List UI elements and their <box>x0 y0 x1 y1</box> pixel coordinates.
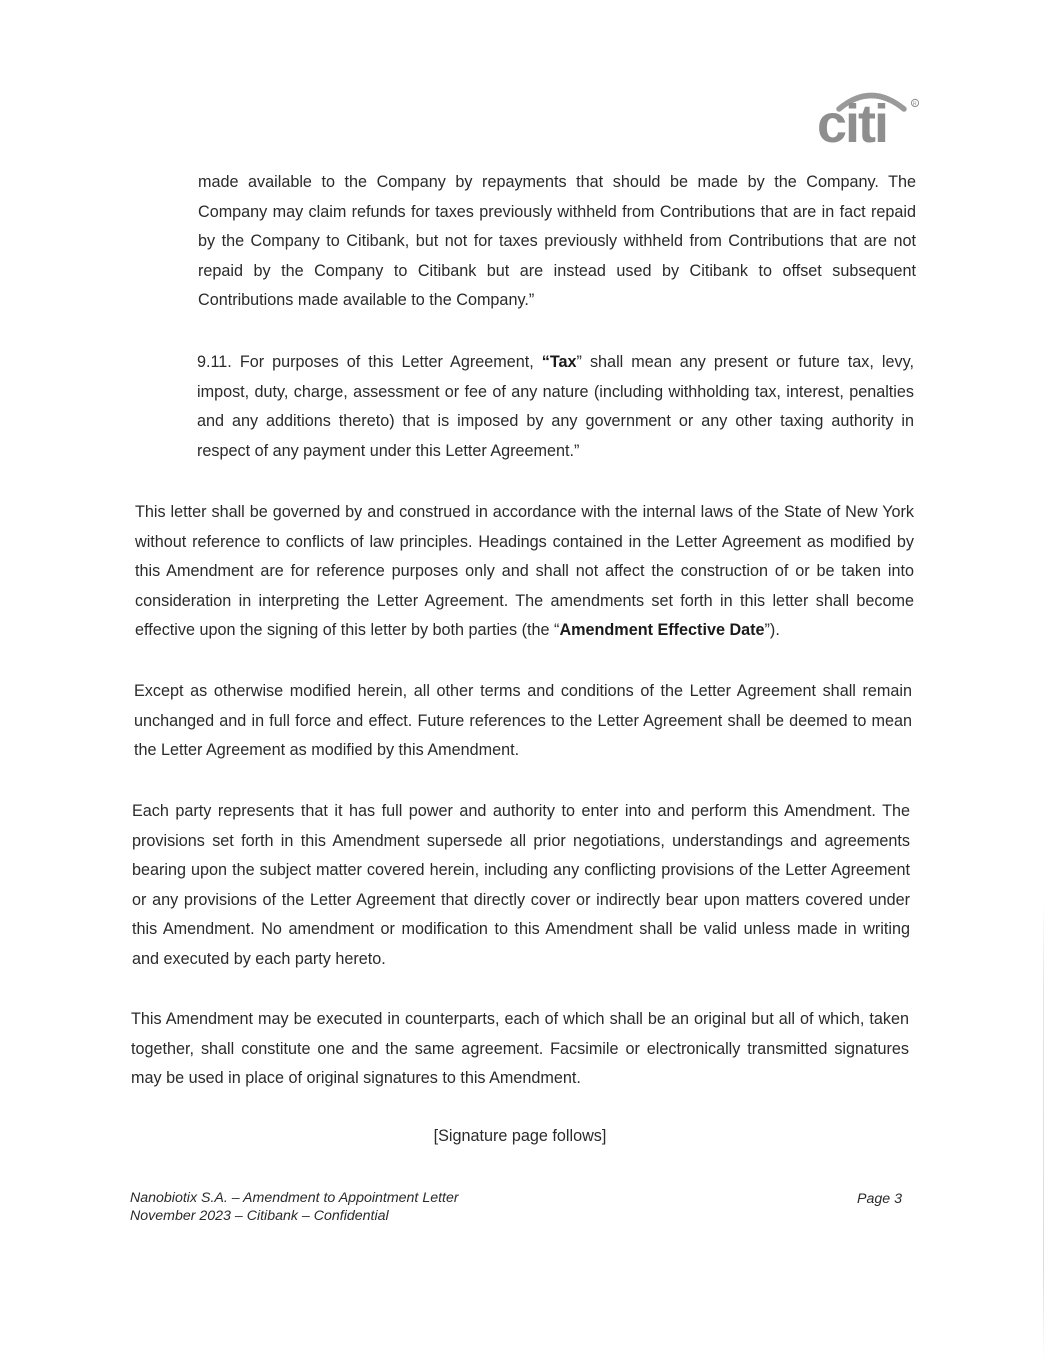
paragraph-governing-law <box>135 498 914 646</box>
governing-law-text: This letter shall be governed by and construed in accordance with the internal laws of the State of New York without reference to conflicts of law principles. Headings contained in the Letter Agreement as modified by this Amendment are for reference purposes only and shall not affect the construction of or be taken into consideration in interpreting the Letter Agreement. The amendments set forth in this letter shall become effective upon the signing of this letter by both parties (the “ <box>135 503 914 640</box>
amendment-effective-date-term: Amendment Effective Date <box>559 621 765 640</box>
citi-logo-text: citi <box>817 94 888 152</box>
signature-page-note: [Signature page follows] <box>433 1127 607 1145</box>
paragraph-counterparts: This Amendment may be executed in counterparts, each of which shall be an original but all of which, taken together, shall constitute one and the same agreement. Facsimile or electronically transmitted signatures may be used in place of original signatures to this Amendment. <box>131 1010 909 1088</box>
paragraph-unchanged-terms: Except as otherwise modified herein, all other terms and conditions of the Letter Agreement shall remain unchanged and in full force and effect. Future references to the Letter Agreement shall be deemed to mean the Letter Agreement as modified by this Amendment. <box>134 682 912 760</box>
citi-logo <box>812 82 922 152</box>
footer-left <box>130 1190 459 1225</box>
page-number: Page 3 <box>857 1191 902 1207</box>
tax-def-intro: 9.11. For purposes of this Letter Agreement, <box>197 353 542 371</box>
tax-def-body: ” shall mean any present or future tax, levy, impost, duty, charge, assessment or fee of any nature (including withholding tax, interest, penalties and any additions thereto) that is imposed by any government or any other taxing authority in respect of any payment under this Letter Agreement.” <box>197 353 914 460</box>
paragraph-continuation: made available to the Company by repayments that should be made by the Company. The Company may claim refunds for taxes previously withheld from Contributions that are in fact repaid by the Company to Citibank, but not for taxes previously withheld from Contributions that are not repaid by the Company to Citibank but are instead used by Citibank to offset subsequent Contributions made available to the Company.” <box>198 173 916 310</box>
footer-line-2: November 2023 – Citibank – Confidential <box>130 1207 389 1224</box>
paragraph-tax-definition <box>197 348 914 466</box>
svg-text:R: R <box>912 101 917 108</box>
tax-term: “Tax <box>541 353 577 371</box>
paragraph-authority: Each party represents that it has full power and authority to enter into and perform this Amendment. The provisions set forth in this Amendment supersede all prior negotiations, understandings and agreements bearing upon the subject matter covered herein, including any conflicting provisions of the Letter Agreement or any provisions of the Letter Agreement that directly cover or indirectly bear upon matters covered under this Amendment. No amendment or modification to this Amendment shall be valid unless made in writing and executed by each party hereto. <box>132 802 910 968</box>
scan-edge-mark <box>1043 900 1044 1360</box>
footer-line-1: Nanobiotix S.A. – Amendment to Appointment Letter <box>130 1190 459 1206</box>
governing-law-close: ”). <box>764 621 780 640</box>
